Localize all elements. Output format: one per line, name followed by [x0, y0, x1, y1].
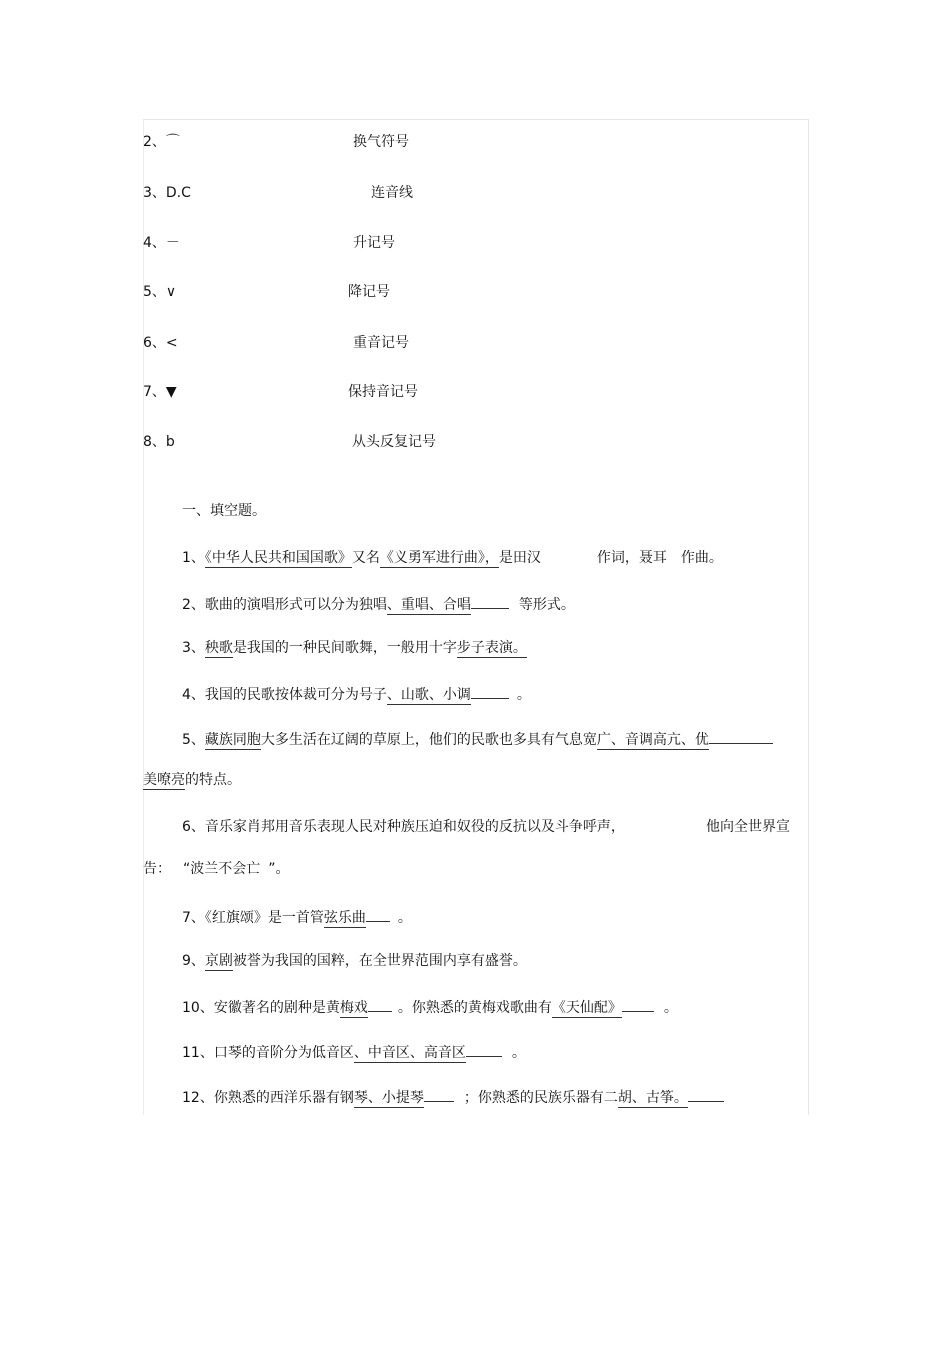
question-3: 3、秧歌是我国的一种民间歌舞，一般用十字步子表演。 — [182, 640, 527, 656]
match-name-4: 升记号 — [353, 235, 395, 251]
match-symbol-6: 6、< — [143, 335, 178, 351]
section-title: 一、填空题。 — [182, 503, 266, 519]
question-11: 11、口琴的音阶分为低音区、中音区、高音区 。 — [182, 1042, 526, 1062]
match-name-7: 保持音记号 — [348, 384, 418, 400]
match-symbol-2: 2、⌒ — [143, 134, 180, 150]
match-name-2: 换气符号 — [353, 134, 409, 150]
question-6-line-1: 6、音乐家肖邦用音乐表现人民对种族压迫和奴役的反抗以及斗争呼声， — [182, 819, 625, 835]
question-10: 10、安徽著名的剧种是黄梅戏 。你熟悉的黄梅戏歌曲有《天仙配》 。 — [182, 997, 678, 1017]
question-2: 2、歌曲的演唱形式可以分为独唱、重唱、合唱 等形式。 — [182, 594, 575, 614]
match-symbol-4: 4、－ — [143, 235, 180, 251]
question-9: 9、京剧被誉为我国的国粹，在全世界范围内享有盛誉。 — [182, 953, 527, 969]
question-6-line-1-end: 他向全世界宣 — [706, 819, 790, 835]
question-4: 4、我国的民歌按体裁可分为号子、山歌、小调 。 — [182, 684, 531, 704]
match-name-5: 降记号 — [348, 284, 390, 300]
match-name-3: 连音线 — [371, 185, 413, 201]
question-6-line-2: 告： “波兰不会亡 ”。 — [143, 861, 290, 877]
match-name-6: 重音记号 — [353, 335, 409, 351]
match-symbol-5: 5、∨ — [143, 284, 177, 300]
match-symbol-8: 8、b — [143, 434, 175, 450]
match-name-8: 从头反复记号 — [352, 434, 436, 450]
question-5-line-2: 美嘹亮的特点。 — [143, 772, 241, 788]
match-symbol-7: 7、▼ — [143, 384, 177, 400]
question-7: 7、《红旗颂》是一首管弦乐曲 。 — [182, 907, 412, 927]
match-symbol-3: 3、D.C — [143, 185, 191, 201]
question-12: 12、你熟悉的西洋乐器有钢琴、小提琴 ；你熟悉的民族乐器有二胡、古筝。 — [182, 1087, 724, 1107]
question-5-line-1: 5、藏族同胞大多生活在辽阔的草原上，他们的民歌也多具有气息宽广、音调高亢、优 — [182, 729, 773, 749]
question-1: 1、《中华人民共和国国歌》又名《义勇军进行曲》，是田汉 作词，聂耳 作曲。 — [182, 550, 723, 566]
